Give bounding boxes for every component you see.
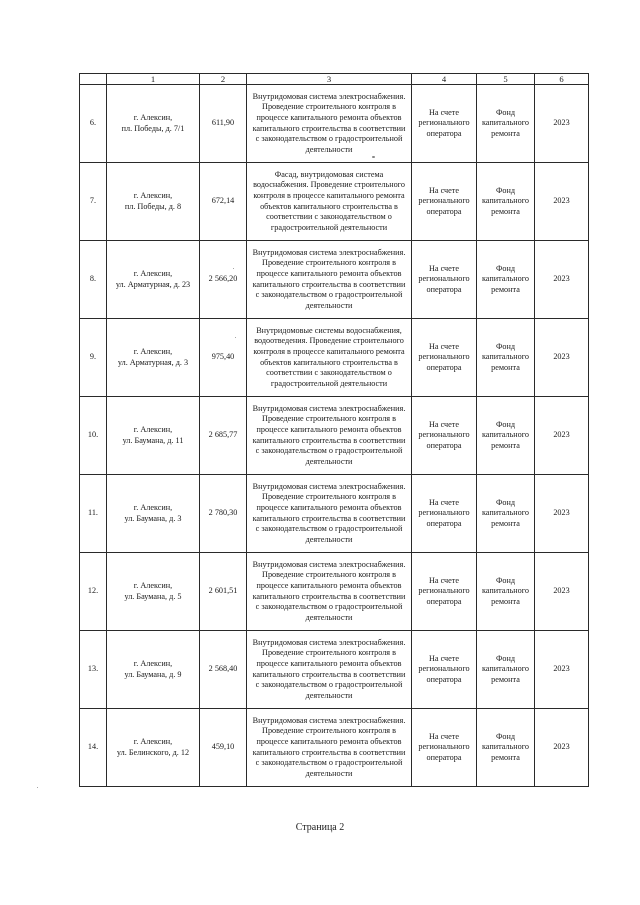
account-cell [412, 553, 477, 631]
account-cell [412, 85, 477, 163]
cell-line: Фонд [495, 575, 516, 585]
year-cell: 2023 [535, 709, 589, 787]
row-number-cell: 12. [80, 553, 107, 631]
cell-line: оператора [426, 284, 462, 294]
account-cell [412, 397, 477, 475]
scan-speck [235, 337, 236, 338]
cell-line: На счете [428, 185, 460, 195]
cell-line: ул. Баумана, д. 9 [124, 669, 182, 679]
year-cell: 2023 [535, 85, 589, 163]
cell-line: ул. Арматурная, д. 3 [117, 357, 189, 367]
cell-line: капитального [481, 352, 530, 362]
cell-line: г. Алексин, [133, 190, 173, 200]
cell-line: регионального [418, 352, 470, 362]
cell-line: ремонта [491, 284, 520, 294]
area-cell: 2 566,20 [200, 241, 247, 319]
cell-line: ул. Белинского, д. 12 [116, 747, 190, 757]
table-row [80, 475, 589, 553]
work-description-cell: Внутридомовая система электроснабжения. Проведение строительного контроля в процессе капитального ремонта объектов капитального строительства в соответствии с законодательством о градостроительной деятельности [247, 631, 412, 709]
cell-line: регионального [418, 274, 470, 284]
work-description-cell: Внутридомовая система электроснабжения. Проведение строительного контроля в процессе капитального ремонта объектов капитального строительства в соответствии с законодательством о градостроительной деятельности [247, 85, 412, 163]
cell-line: ремонта [491, 674, 520, 684]
account-cell [412, 163, 477, 241]
funding-source-cell [477, 709, 535, 787]
cell-line: регионального [418, 196, 470, 206]
cell-line: г. Алексин, [133, 268, 173, 278]
cell-line: Фонд [495, 497, 516, 507]
cell-line: капитального [481, 118, 530, 128]
funding-source-cell [477, 85, 535, 163]
account-cell [412, 319, 477, 397]
cell-line: оператора [426, 674, 462, 684]
cell-line: ремонта [491, 518, 520, 528]
work-description-cell: Внутридомовая система электроснабжения. Проведение строительного контроля в процессе капитального ремонта объектов капитального строительства в соответствии с законодательством о градостроительной деятельности [247, 709, 412, 787]
year-cell: 2023 [535, 631, 589, 709]
funding-source-cell [477, 553, 535, 631]
cell-line: г. Алексин, [133, 424, 173, 434]
work-description-cell: Внутридомовые системы водоснабжения, водоотведения. Проведение строительного контроля в процессе капитального ремонта объектов капитального строительства в соответствии с законодательством о градостроительной деятельности [247, 319, 412, 397]
cell-line: г. Алексин, [133, 502, 173, 512]
cell-line: На счете [428, 341, 460, 351]
account-cell [412, 475, 477, 553]
cell-line: ремонта [491, 206, 520, 216]
cell-line: ул. Арматурная, д. 23 [115, 279, 191, 289]
cell-line: регионального [418, 586, 470, 596]
account-cell [412, 709, 477, 787]
cell-line: регионального [418, 664, 470, 674]
scan-speck [233, 268, 234, 269]
cell-line: ремонта [491, 596, 520, 606]
cell-line: пл. Победы, д. 8 [124, 201, 182, 211]
row-number-cell: 6. [80, 85, 107, 163]
cell-line: На счете [428, 107, 460, 117]
cell-line: пл. Победы, д. 7/1 [121, 123, 185, 133]
cell-line: г. Алексин, [133, 346, 173, 356]
cell-line: г. Алексин, [133, 736, 173, 746]
row-number-cell: 14. [80, 709, 107, 787]
funding-source-cell [477, 319, 535, 397]
funding-source-cell [477, 475, 535, 553]
work-description-cell: Внутридомовая система электроснабжения. Проведение строительного контроля в процессе капитального ремонта объектов капитального строительства в соответствии с законодательством о градостроительной деятельности [247, 397, 412, 475]
address-cell [107, 709, 200, 787]
header-cell: 2 [200, 74, 247, 85]
year-cell: 2023 [535, 163, 589, 241]
year-cell: 2023 [535, 241, 589, 319]
year-cell: 2023 [535, 475, 589, 553]
cell-line: регионального [418, 430, 470, 440]
cell-line: Фонд [495, 653, 516, 663]
address-cell [107, 85, 200, 163]
cell-line: На счете [428, 731, 460, 741]
address-cell [107, 319, 200, 397]
cell-line: Фонд [495, 263, 516, 273]
header-cell-blank [80, 74, 107, 85]
address-cell [107, 631, 200, 709]
page-number: Страница 2 [295, 822, 345, 833]
work-description-cell: Внутридомовая система электроснабжения. Проведение строительного контроля в процессе капитального ремонта объектов капитального строительства в соответствии с законодательством о градостроительной деятельности [247, 241, 412, 319]
cell-line: Фонд [495, 185, 516, 195]
row-number-cell: 8. [80, 241, 107, 319]
cell-line: оператора [426, 362, 462, 372]
cell-line: капитального [481, 196, 530, 206]
funding-source-cell [477, 163, 535, 241]
table-row [80, 241, 589, 319]
account-cell [412, 631, 477, 709]
cell-line: ремонта [491, 752, 520, 762]
header-cell: 1 [107, 74, 200, 85]
area-cell: 975,40 [200, 319, 247, 397]
address-cell [107, 241, 200, 319]
table-header-row [80, 74, 589, 85]
cell-line: ремонта [491, 128, 520, 138]
address-cell [107, 553, 200, 631]
table-row [80, 709, 589, 787]
header-cell: 3 [247, 74, 412, 85]
year-cell: 2023 [535, 397, 589, 475]
cell-line: оператора [426, 752, 462, 762]
cell-line: Фонд [495, 731, 516, 741]
cell-line: ул. Баумана, д. 11 [122, 435, 184, 445]
cell-line: На счете [428, 575, 460, 585]
cell-line: оператора [426, 128, 462, 138]
cell-line: оператора [426, 206, 462, 216]
table-row [80, 397, 589, 475]
cell-line: г. Алексин, [133, 112, 173, 122]
cell-line: На счете [428, 263, 460, 273]
cell-line: регионального [418, 508, 470, 518]
header-cell: 6 [535, 74, 589, 85]
area-cell: 2 780,30 [200, 475, 247, 553]
area-cell: 459,10 [200, 709, 247, 787]
cell-line: ул. Баумана, д. 3 [124, 513, 182, 523]
work-description-cell: Внутридомовая система электроснабжения. Проведение строительного контроля в процессе капитального ремонта объектов капитального строительства в соответствии с законодательством о градостроительной деятельности [247, 553, 412, 631]
account-cell [412, 241, 477, 319]
table-row [80, 553, 589, 631]
work-description-cell: Внутридомовая система электроснабжения. Проведение строительного контроля в процессе капитального ремонта объектов капитального строительства в соответствии с законодательством о градостроительной деятельности [247, 475, 412, 553]
area-cell: 611,90 [200, 85, 247, 163]
cell-line: капитального [481, 586, 530, 596]
address-cell [107, 397, 200, 475]
cell-line: капитального [481, 274, 530, 284]
cell-line: капитального [481, 742, 530, 752]
table-row [80, 319, 589, 397]
area-cell: 2 685,77 [200, 397, 247, 475]
address-cell [107, 475, 200, 553]
row-number-cell: 13. [80, 631, 107, 709]
cell-line: оператора [426, 596, 462, 606]
work-description-cell: Фасад, внутридомовая система водоснабжения. Проведение строительного контроля в процессе капитального ремонта объектов капитального строительства в соответствии с законодательством о градостроительной деятельности [247, 163, 412, 241]
cell-line: регионального [418, 118, 470, 128]
table-row [80, 85, 589, 163]
cell-line: ремонта [491, 362, 520, 372]
table-row [80, 631, 589, 709]
area-cell: 2 568,40 [200, 631, 247, 709]
funding-source-cell [477, 397, 535, 475]
cell-line: капитального [481, 430, 530, 440]
cell-line: На счете [428, 419, 460, 429]
cell-line: ремонта [491, 440, 520, 450]
area-cell: 2 601,51 [200, 553, 247, 631]
cell-line: ул. Баумана, д. 5 [124, 591, 182, 601]
funding-source-cell [477, 631, 535, 709]
cell-line: Фонд [495, 107, 516, 117]
cell-line: На счете [428, 653, 460, 663]
year-cell: 2023 [535, 553, 589, 631]
row-number-cell: 7. [80, 163, 107, 241]
cell-line: г. Алексин, [133, 580, 173, 590]
area-cell: 672,14 [200, 163, 247, 241]
address-cell [107, 163, 200, 241]
funding-source-cell [477, 241, 535, 319]
cell-line: капитального [481, 664, 530, 674]
capital-repair-table [79, 73, 589, 787]
header-cell: 5 [477, 74, 535, 85]
cell-line: капитального [481, 508, 530, 518]
row-number-cell: 11. [80, 475, 107, 553]
cell-line: оператора [426, 440, 462, 450]
header-cell: 4 [412, 74, 477, 85]
table-row [80, 163, 589, 241]
cell-line: Фонд [495, 419, 516, 429]
row-number-cell: 10. [80, 397, 107, 475]
cell-line: регионального [418, 742, 470, 752]
scan-speck [372, 156, 375, 158]
cell-line: оператора [426, 518, 462, 528]
scan-speck [37, 787, 38, 788]
row-number-cell: 9. [80, 319, 107, 397]
cell-line: Фонд [495, 341, 516, 351]
year-cell: 2023 [535, 319, 589, 397]
cell-line: г. Алексин, [133, 658, 173, 668]
cell-line: На счете [428, 497, 460, 507]
